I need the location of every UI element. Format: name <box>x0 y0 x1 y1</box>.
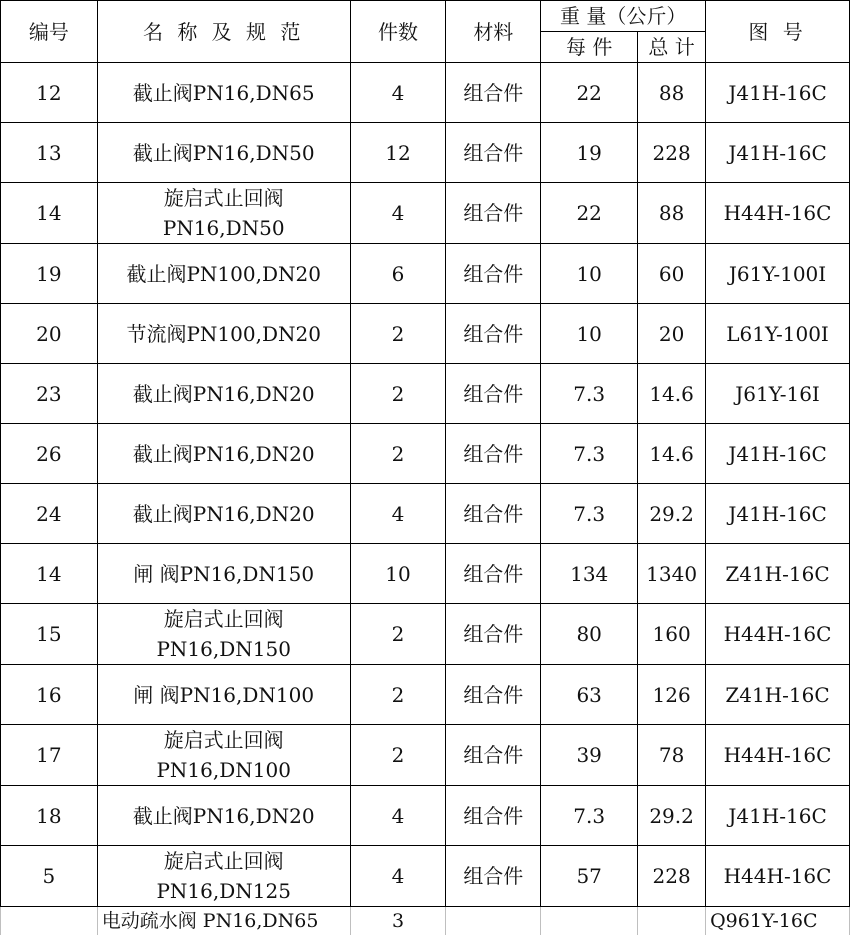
table-row-last <box>1 907 850 935</box>
cell-name <box>97 364 350 424</box>
header-weight: 重 量（公斤） <box>541 1 706 32</box>
cell-no: 19 <box>1 244 98 304</box>
table-row <box>1 484 850 544</box>
cell-qty: 4 <box>350 183 446 244</box>
cell-weight-each: 10 <box>541 304 638 364</box>
cell-name <box>97 786 350 846</box>
cell-material: 组合件 <box>446 364 541 424</box>
cell-weight-total: 160 <box>638 604 706 665</box>
cell-name <box>97 846 350 907</box>
cell-name <box>97 665 350 725</box>
cell-drawing: L61Y-100I <box>706 304 850 364</box>
cell-name-line2: PN16,DN125 <box>98 876 350 906</box>
cell-material: 组合件 <box>446 846 541 907</box>
header-name: 名 称 及 规 范 <box>97 1 350 63</box>
cell-qty: 12 <box>350 123 446 183</box>
cell-drawing: Z41H-16C <box>706 544 850 604</box>
cell-material: 组合件 <box>446 424 541 484</box>
header-drawing: 图 号 <box>706 1 850 63</box>
cell-no: 17 <box>1 725 98 786</box>
cell-material: 组合件 <box>446 244 541 304</box>
cell-drawing: H44H-16C <box>706 846 850 907</box>
cell-name-line1: 闸 阀PN16,DN150 <box>98 559 350 589</box>
table-row <box>1 846 850 907</box>
header-no: 编号 <box>1 1 98 63</box>
cell-name <box>97 544 350 604</box>
cell-material <box>446 907 541 935</box>
cell-qty: 4 <box>350 63 446 123</box>
cell-name-line1: 旋启式止回阀 <box>98 725 350 755</box>
cell-name-line1: 闸 阀PN16,DN100 <box>98 680 350 710</box>
cell-weight-each: 63 <box>541 665 638 725</box>
cell-drawing: J61Y-16I <box>706 364 850 424</box>
cell-no: 14 <box>1 544 98 604</box>
cell-drawing: J41H-16C <box>706 63 850 123</box>
cell-name-line1: 截止阀PN16,DN20 <box>98 379 350 409</box>
cell-no: 20 <box>1 304 98 364</box>
table-row <box>1 725 850 786</box>
cell-qty: 4 <box>350 846 446 907</box>
cell-drawing: H44H-16C <box>706 183 850 244</box>
cell-drawing: J41H-16C <box>706 424 850 484</box>
cell-qty: 2 <box>350 364 446 424</box>
cell-name-line1: 节流阀PN100,DN20 <box>98 319 350 349</box>
cell-name <box>97 123 350 183</box>
cell-name <box>97 725 350 786</box>
cell-weight-each: 134 <box>541 544 638 604</box>
cell-no: 16 <box>1 665 98 725</box>
table-row <box>1 244 850 304</box>
cell-name <box>97 484 350 544</box>
cell-drawing: J41H-16C <box>706 123 850 183</box>
cell-name <box>97 604 350 665</box>
header-weight-total: 总 计 <box>638 32 706 63</box>
cell-weight-each: 7.3 <box>541 424 638 484</box>
header-qty: 件数 <box>350 1 446 63</box>
cell-weight-total: 126 <box>638 665 706 725</box>
cell-qty: 10 <box>350 544 446 604</box>
cell-name-line1: 截止阀PN16,DN65 <box>98 78 350 108</box>
cell-name-line2: PN16,DN100 <box>98 755 350 785</box>
cell-no: 23 <box>1 364 98 424</box>
cell-name <box>97 424 350 484</box>
cell-qty: 2 <box>350 604 446 665</box>
cell-no: 14 <box>1 183 98 244</box>
cell-name: 电动疏水阀 PN16,DN65 <box>97 907 350 935</box>
cell-material: 组合件 <box>446 544 541 604</box>
cell-weight-each <box>541 907 638 935</box>
cell-material: 组合件 <box>446 604 541 665</box>
cell-name-line1: 旋启式止回阀 <box>98 846 350 876</box>
cell-drawing: Z41H-16C <box>706 665 850 725</box>
cell-name <box>97 183 350 244</box>
table-row <box>1 424 850 484</box>
cell-weight-total: 29.2 <box>638 786 706 846</box>
table-row <box>1 604 850 665</box>
cell-no: 5 <box>1 846 98 907</box>
cell-name-line1: 截止阀PN16,DN20 <box>98 499 350 529</box>
cell-weight-total: 1340 <box>638 544 706 604</box>
cell-drawing: J41H-16C <box>706 786 850 846</box>
table-row <box>1 183 850 244</box>
cell-name <box>97 304 350 364</box>
cell-name <box>97 63 350 123</box>
cell-no: 13 <box>1 123 98 183</box>
cell-no: 24 <box>1 484 98 544</box>
cell-weight-each: 80 <box>541 604 638 665</box>
cell-weight-total: 228 <box>638 846 706 907</box>
cell-weight-each: 7.3 <box>541 364 638 424</box>
cell-weight-each: 10 <box>541 244 638 304</box>
cell-weight-total: 60 <box>638 244 706 304</box>
cell-weight-total: 14.6 <box>638 364 706 424</box>
cell-no <box>1 907 98 935</box>
table-row <box>1 665 850 725</box>
table-row <box>1 786 850 846</box>
cell-weight-total: 14.6 <box>638 424 706 484</box>
cell-name-line2: PN16,DN50 <box>98 213 350 243</box>
cell-material: 组合件 <box>446 725 541 786</box>
cell-material: 组合件 <box>446 63 541 123</box>
cell-weight-total: 20 <box>638 304 706 364</box>
cell-weight-each: 39 <box>541 725 638 786</box>
cell-no: 15 <box>1 604 98 665</box>
cell-weight-each: 22 <box>541 63 638 123</box>
cell-drawing: J41H-16C <box>706 484 850 544</box>
cell-weight-total <box>638 907 706 935</box>
cell-no: 18 <box>1 786 98 846</box>
cell-drawing: H44H-16C <box>706 604 850 665</box>
cell-material: 组合件 <box>446 786 541 846</box>
cell-weight-total: 228 <box>638 123 706 183</box>
cell-weight-each: 22 <box>541 183 638 244</box>
cell-material: 组合件 <box>446 304 541 364</box>
cell-weight-total: 29.2 <box>638 484 706 544</box>
cell-qty: 2 <box>350 665 446 725</box>
cell-weight-total: 78 <box>638 725 706 786</box>
cell-weight-each: 57 <box>541 846 638 907</box>
table-row <box>1 304 850 364</box>
cell-name-line1: 截止阀PN16,DN50 <box>98 138 350 168</box>
cell-material: 组合件 <box>446 484 541 544</box>
cell-no: 12 <box>1 63 98 123</box>
cell-drawing: H44H-16C <box>706 725 850 786</box>
table-row <box>1 123 850 183</box>
cell-qty: 2 <box>350 424 446 484</box>
cell-qty: 3 <box>350 907 446 935</box>
cell-qty: 4 <box>350 484 446 544</box>
cell-name-line1: 截止阀PN100,DN20 <box>98 259 350 289</box>
cell-weight-each: 7.3 <box>541 484 638 544</box>
cell-weight-total: 88 <box>638 183 706 244</box>
cell-qty: 6 <box>350 244 446 304</box>
cell-qty: 2 <box>350 725 446 786</box>
cell-name-line1: 旋启式止回阀 <box>98 183 350 213</box>
cell-drawing: J61Y-100I <box>706 244 850 304</box>
cell-drawing: Q961Y-16C <box>706 907 850 935</box>
cell-name-line2: PN16,DN150 <box>98 634 350 664</box>
cell-weight-each: 7.3 <box>541 786 638 846</box>
table-row <box>1 544 850 604</box>
header-material: 材料 <box>446 1 541 63</box>
cell-name-line1: 截止阀PN16,DN20 <box>98 801 350 831</box>
cell-no: 26 <box>1 424 98 484</box>
table-row <box>1 364 850 424</box>
cell-material: 组合件 <box>446 183 541 244</box>
cell-name-line1: 旋启式止回阀 <box>98 604 350 634</box>
cell-name <box>97 244 350 304</box>
cell-weight-each: 19 <box>541 123 638 183</box>
table-row <box>1 63 850 123</box>
header-weight-each: 每 件 <box>541 32 638 63</box>
cell-material: 组合件 <box>446 665 541 725</box>
header-row <box>1 1 850 32</box>
cell-name-line1: 截止阀PN16,DN20 <box>98 439 350 469</box>
cell-material: 组合件 <box>446 123 541 183</box>
cell-qty: 2 <box>350 304 446 364</box>
cell-weight-total: 88 <box>638 63 706 123</box>
cell-qty: 4 <box>350 786 446 846</box>
